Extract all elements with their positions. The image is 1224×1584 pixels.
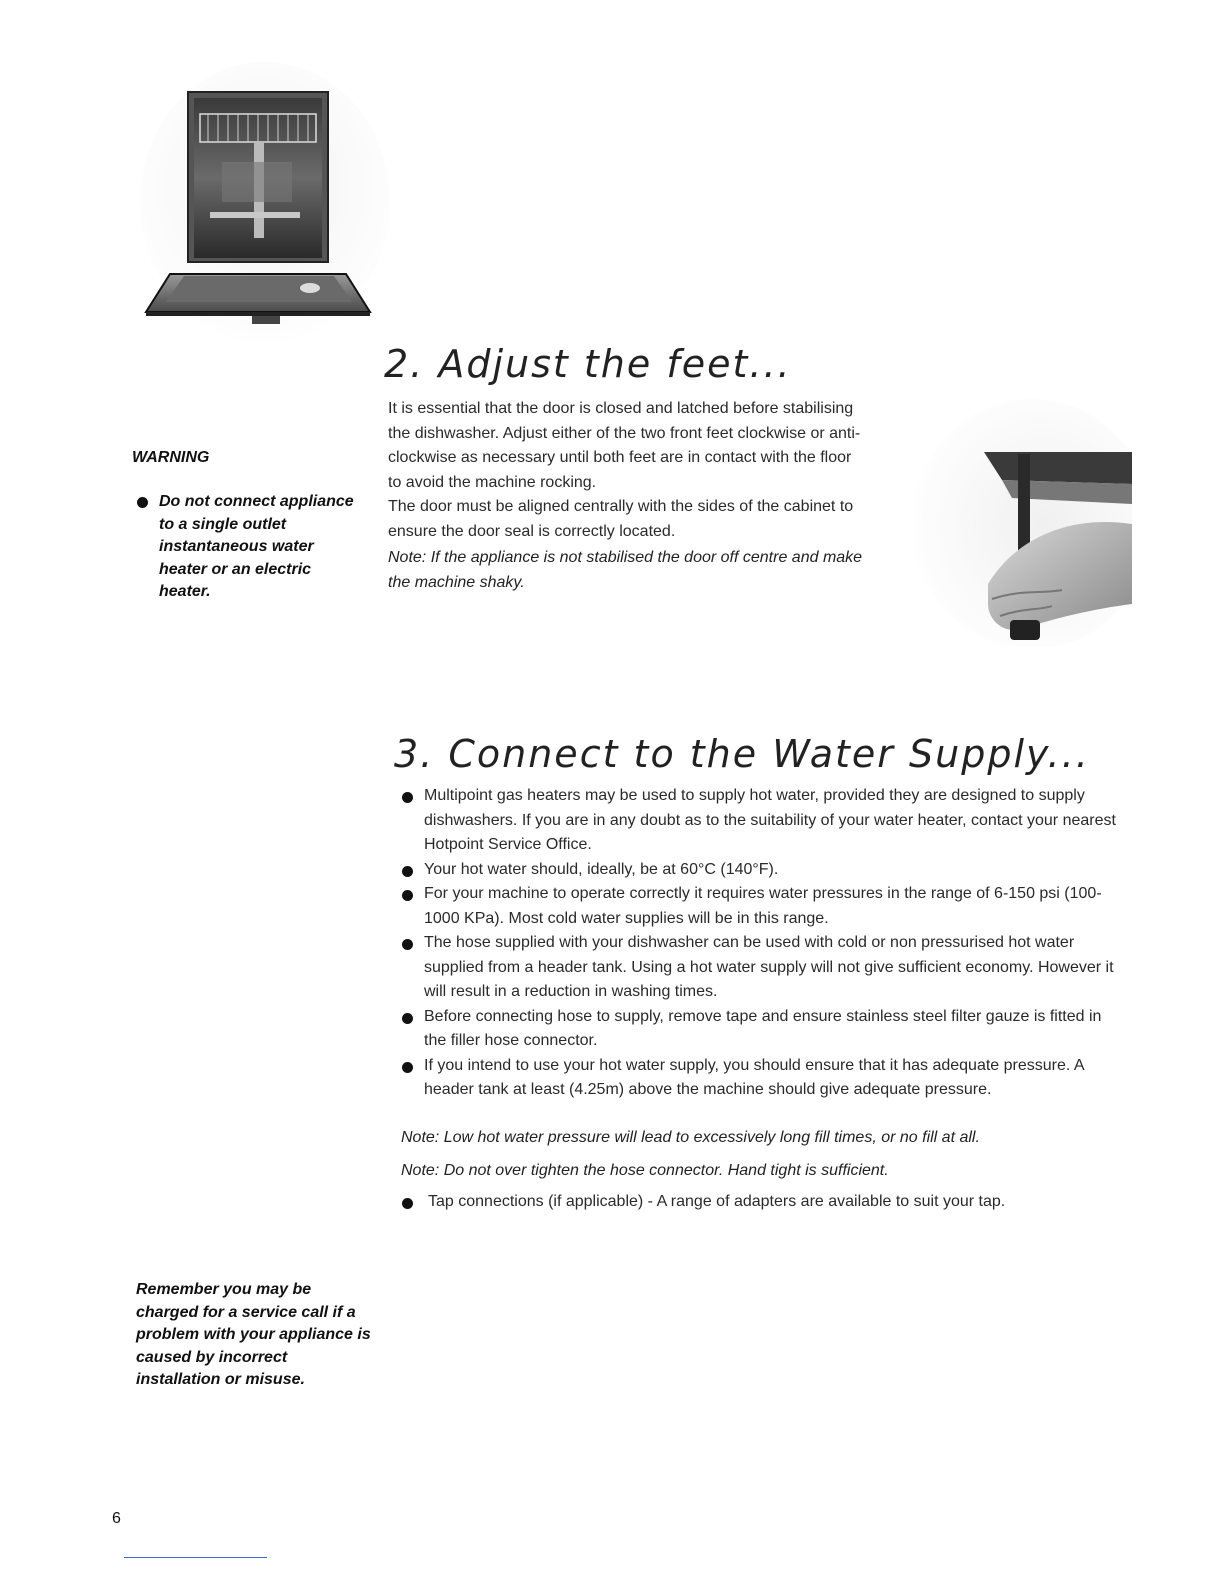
bullet-icon <box>402 792 413 803</box>
list-item <box>400 858 1120 883</box>
warning-text: Do not connect appliance to a single outlet instantaneous water heater or an electric heater. <box>159 493 354 600</box>
list-item-text: Tap connections (if applicable) - A range of adapters are available to suit your tap. <box>428 1193 1006 1210</box>
section-number: 2. <box>384 342 425 386</box>
dishwasher-photo <box>140 62 390 342</box>
bullet-icon <box>402 1013 413 1024</box>
list-item-text: The hose supplied with your dishwasher can be used with cold or non pressurised hot water supplied from a header tank. Using a hot water supply will not give sufficient economy. However it will result in a reduction in washing times. <box>424 934 1114 1000</box>
water-note-2: Note: Do not over tighten the hose connector. Hand tight is sufficient. <box>401 1161 889 1179</box>
list-item <box>400 1005 1120 1054</box>
warning-title: WARNING <box>132 449 210 466</box>
list-item <box>400 931 1120 1005</box>
list-item-text: For your machine to operate correctly it requires water pressures in the range of 6-150 psi (100-1000 KPa). Most cold water supplies will be in this range. <box>424 885 1102 927</box>
adjust-feet-photo <box>892 394 1132 646</box>
list-item-text: Your hot water should, ideally, be at 60°C (140°F). <box>424 860 779 878</box>
feet-paragraph-1: It is essential that the door is closed and latched before stabilising the dishwasher. Adjust either of the two front feet clockwise or anti-clockwise as necessary until both feet are in contact with the floor to avoid the machine rocking. <box>388 400 861 491</box>
section-title: Connect to the Water Supply... <box>448 732 1090 776</box>
section-number: 3. <box>394 732 435 776</box>
bullet-icon <box>137 497 148 508</box>
list-item <box>400 882 1120 931</box>
list-item <box>400 784 1120 858</box>
bullet-icon <box>402 939 413 950</box>
bullet-icon <box>402 1198 413 1209</box>
list-item <box>400 1054 1120 1103</box>
bullet-icon <box>402 890 413 901</box>
feet-paragraph-2: The door must be aligned centrally with the sides of the cabinet to ensure the door seal is correctly located. <box>388 498 854 540</box>
water-supply-list <box>400 784 1120 1103</box>
section-heading-adjust-feet <box>384 342 792 386</box>
tap-connections-list <box>400 1190 1120 1215</box>
section-heading-water-supply <box>394 732 1090 776</box>
bullet-icon <box>402 866 413 877</box>
water-notes <box>401 1126 1121 1191</box>
page-number: 6 <box>112 1510 121 1527</box>
bullet-icon <box>402 1062 413 1073</box>
list-item <box>400 1190 1120 1215</box>
feet-note: Note: If the appliance is not stabilised the door off centre and make the machine shaky. <box>388 549 863 591</box>
list-item-text: Before connecting hose to supply, remove tape and ensure stainless steel filter gauze is fitted in the filler hose connector. <box>424 1007 1102 1049</box>
water-note-1: Note: Low hot water pressure will lead to excessively long fill times, or no fill at all. <box>401 1129 980 1146</box>
list-item-text: Multipoint gas heaters may be used to supply hot water, provided they are designed to supply dishwashers. If you are in any doubt as to the suitability of your water heater, contact your nearest Hotpoint Service Office. <box>424 787 1116 853</box>
section-title: Adjust the feet... <box>438 342 792 386</box>
adjust-feet-text <box>388 397 868 595</box>
service-call-reminder: Remember you may be charged for a service call if a problem with your appliance is caused by incorrect installation or misuse. <box>136 1281 371 1388</box>
footer-divider <box>124 1557 267 1558</box>
list-item-text: If you intend to use your hot water supply, you should ensure that it has adequate pressure. A header tank at least (4.25m) above the machine should give adequate pressure. <box>424 1056 1084 1098</box>
